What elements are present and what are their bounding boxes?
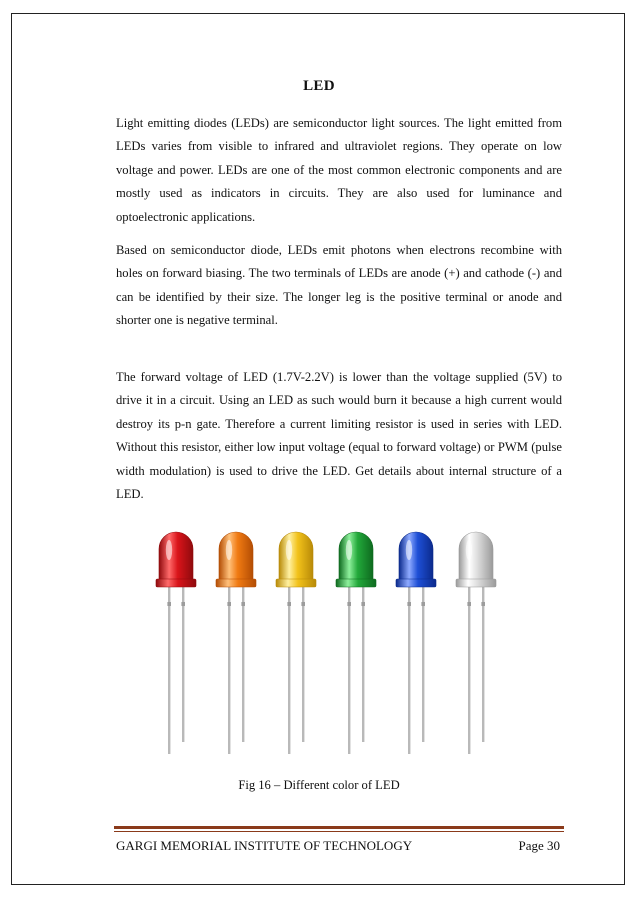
led-leg-anode — [182, 586, 184, 742]
led-green — [336, 532, 376, 754]
led-leg-anode — [242, 586, 244, 742]
footer-page-number: Page 30 — [518, 838, 560, 853]
paragraph-operation: Based on semiconductor diode, LEDs emit photons when electrons recombine with holes on forward biasing. The two terminals of LEDs are anode (+) and cathode (-) and can be identified by their size. The longer leg is the positive terminal or anode and shorter one is negative terminal. — [116, 243, 562, 328]
led-leg-anode — [422, 586, 424, 742]
led-leg-cathode — [228, 586, 230, 754]
footer-institute: GARGI MEMORIAL INSTITUTE OF TECHNOLOGY — [116, 838, 413, 853]
led-yellow — [276, 532, 316, 754]
led-leg-cathode — [168, 586, 170, 754]
led-dome — [459, 532, 493, 580]
led-flange — [276, 579, 316, 587]
led-dome — [159, 532, 193, 580]
footer-rule — [114, 826, 564, 829]
led-orange — [216, 532, 256, 754]
page-title: LED — [303, 78, 335, 94]
figure-caption: Fig 16 – Different color of LED — [238, 778, 400, 792]
led-leg-cathode — [348, 586, 350, 754]
led-dome — [279, 532, 313, 580]
led-leg-cathode — [468, 586, 470, 754]
led-white — [456, 532, 496, 754]
led-flange — [216, 579, 256, 587]
led-flange — [456, 579, 496, 587]
led-color-figure — [146, 524, 506, 754]
led-leg-cathode — [408, 586, 410, 754]
paragraph-forward-voltage: The forward voltage of LED (1.7V-2.2V) is lower than the voltage supplied (5V) to drive it in a circuit. Using an LED as such would burn it because a high current would destroy its p-n gate. Therefore a current limiting resistor is used in series with LED. Without this resistor, either low input voltage (equal to forward voltage) or PWM (pulse width modulation) is used to drive the LED. Get details about internal structure of a LED. — [116, 370, 562, 502]
led-dome — [219, 532, 253, 580]
led-leg-anode — [362, 586, 364, 742]
led-dome — [339, 532, 373, 580]
led-leg-cathode — [288, 586, 290, 754]
led-flange — [156, 579, 196, 587]
led-flange — [336, 579, 376, 587]
led-leg-anode — [482, 586, 484, 742]
led-flange — [396, 579, 436, 587]
led-blue — [396, 532, 436, 754]
led-red — [156, 532, 196, 754]
paragraph-intro: Light emitting diodes (LEDs) are semiconductor light sources. The light emitted from LEDs varies from visible to infrared and ultraviolet regions. They operate on low voltage and power. LEDs are one of the most common electronic components and are mostly used as indicators in circuits. They are also used for luminance and optoelectronic applications. — [116, 116, 562, 224]
led-dome — [399, 532, 433, 580]
led-leg-anode — [302, 586, 304, 742]
footer-rule-thin — [114, 831, 564, 832]
